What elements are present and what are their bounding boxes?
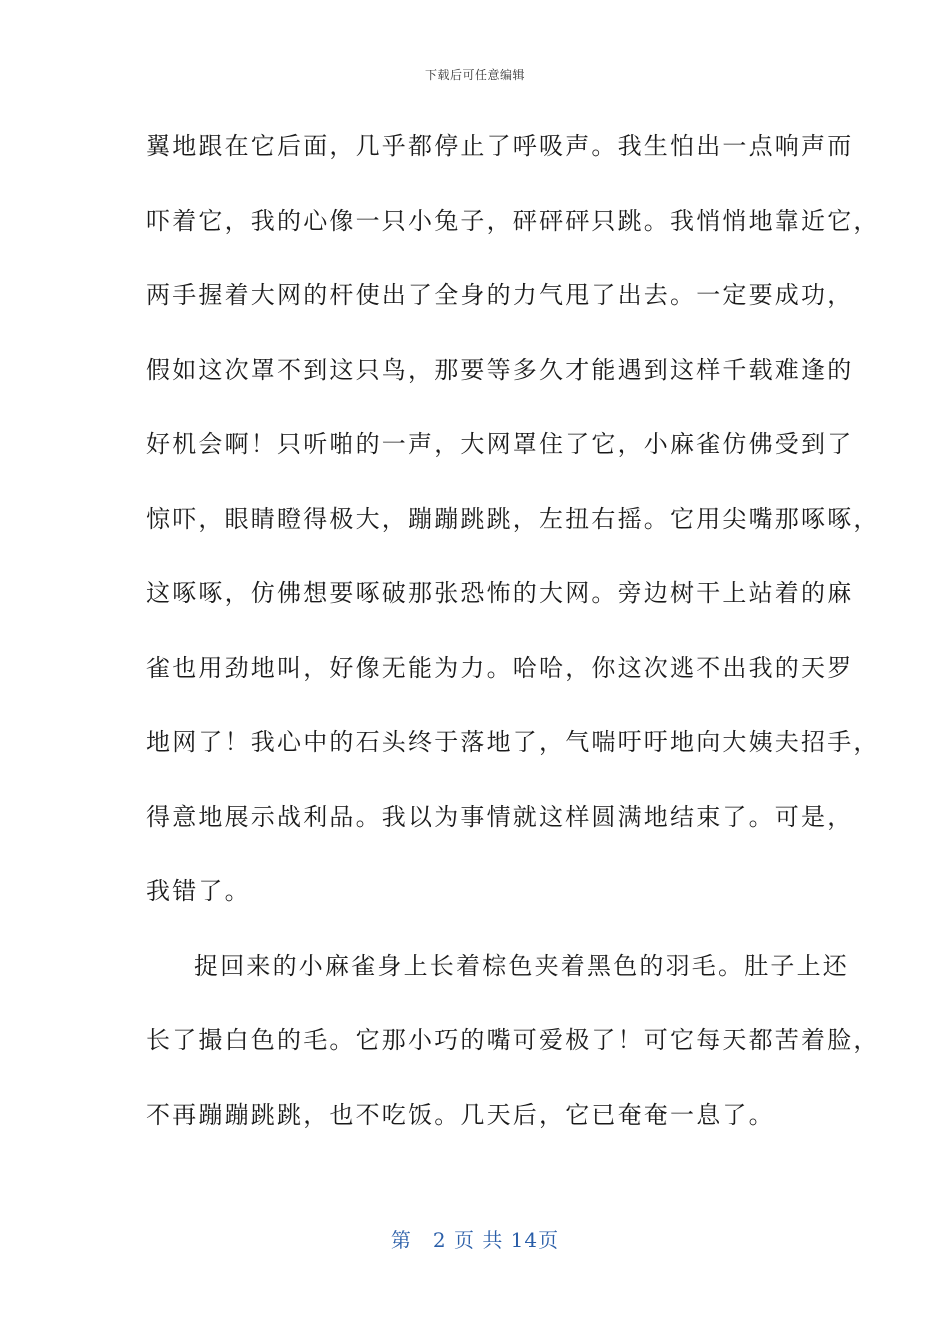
page-header: 下载后可任意编辑 [424, 68, 525, 82]
page-number-footer: 第 2 页 共 14页 [390, 1228, 560, 1252]
text-line: 翼地跟在它后面，几乎都停止了呼吸声。我生怕出一点响声而 [146, 132, 854, 160]
text-line: 地网了！我心中的石头终于落地了，气喘吁吁地向大姨夫招手， [146, 728, 880, 756]
text-line: 惊吓，眼睛瞪得极大，蹦蹦跳跳，左扭右摇。它用尖嘴那啄啄， [146, 504, 880, 533]
text-line: 不再蹦蹦跳跳，也不吃饭。几天后，它已奄奄一息了。 [146, 1100, 775, 1129]
text-line: 我错了。 [146, 877, 251, 905]
text-line: 吓着它，我的心像一只小兔子，砰砰砰只跳。我悄悄地靠近它， [146, 206, 880, 235]
text-line: 两手握着大网的杆使出了全身的力气甩了出去。一定要成功， [146, 281, 854, 309]
text-line: 长了撮白色的毛。它那小巧的嘴可爱极了！可它每天都苦着脸， [146, 1026, 880, 1054]
text-line: 好机会啊！只听啪的一声，大网罩住了它，小麻雀仿佛受到了 [146, 430, 854, 458]
text-line: 雀也用劲地叫，好像无能为力。哈哈，你这次逃不出我的天罗 [146, 653, 854, 682]
text-line: 得意地展示战利品。我以为事情就这样圆满地结束了。可是， [146, 802, 854, 831]
text-line: 这啄啄，仿佛想要啄破那张恐怖的大网。旁边树干上站着的麻 [146, 579, 854, 607]
paragraph-first-line: 捉回来的小麻雀身上长着棕色夹着黑色的羽毛。肚子上还 [194, 951, 849, 980]
text-line: 假如这次罩不到这只鸟，那要等多久才能遇到这样千载难逢的 [146, 355, 854, 384]
document-body [146, 120, 880, 1163]
